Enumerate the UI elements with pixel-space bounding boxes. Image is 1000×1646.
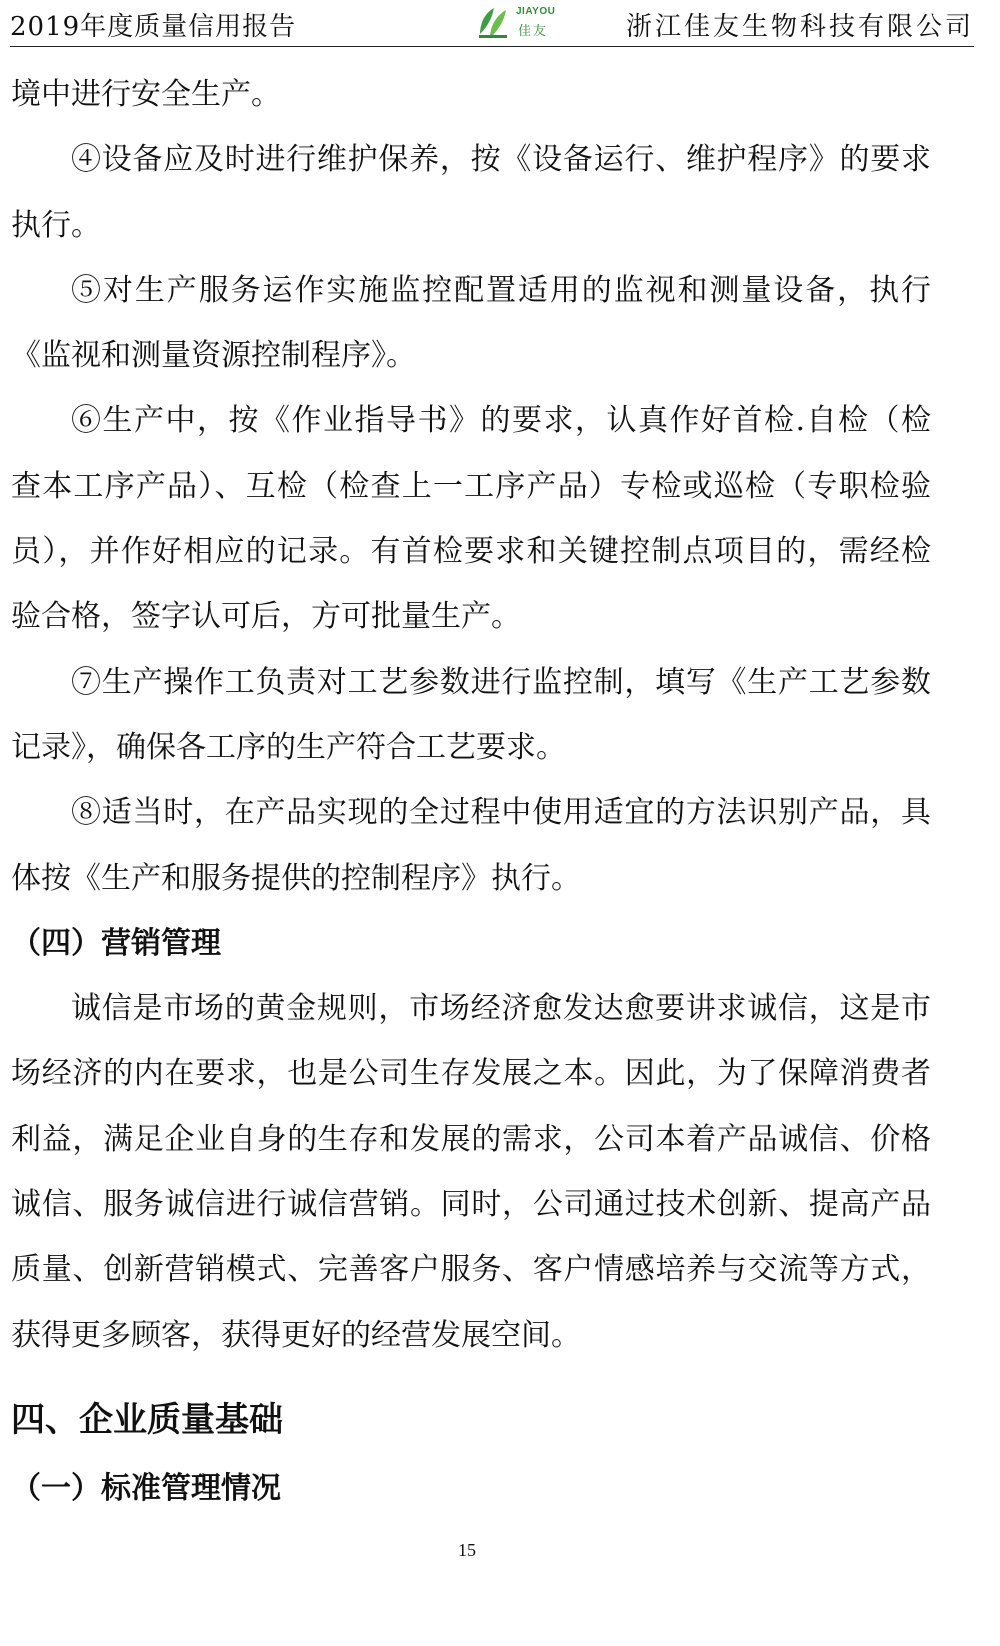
leaf-logo-icon <box>476 4 514 40</box>
paragraph-line: 《监视和测量资源控制程序》。 <box>11 338 416 374</box>
paragraph-line: 诚信、服务诚信进行诚信营销。同时，公司通过技术创新、提高产品 <box>11 1187 931 1223</box>
paragraph-line: 诚信是市场的黄金规则，市场经济愈发达愈要讲求诚信，这是市 <box>71 991 931 1027</box>
company-logo <box>476 4 566 40</box>
paragraph-line: 利益，满足企业自身的生存和发展的需求，公司本着产品诚信、价格 <box>11 1121 931 1157</box>
section-heading: 四、企业质量基础 <box>11 1399 283 1440</box>
paragraph-line: 执行。 <box>11 207 101 243</box>
subheading-marketing: （四）营销管理 <box>11 925 221 961</box>
page-header <box>10 0 974 47</box>
paragraph-line: ⑧适当时，在产品实现的全过程中使用适宜的方法识别产品，具 <box>71 795 931 831</box>
paragraph-line: 境中进行安全生产。 <box>11 77 281 112</box>
paragraph-line: 场经济的内在要求，也是公司生存发展之本。因此，为了保障消费者 <box>11 1056 931 1092</box>
report-title: 2019年度质量信用报告 <box>10 12 297 42</box>
page-number: 15 <box>458 1540 476 1560</box>
paragraph-line: ⑥生产中，按《作业指导书》的要求，认真作好首检.自检（检 <box>71 403 931 439</box>
paragraph-line: ④设备应及时进行维护保养，按《设备运行、维护程序》的要求 <box>71 142 931 178</box>
logo-text-en: JIAYOU <box>516 6 556 17</box>
paragraph-line: ⑦生产操作工负责对工艺参数进行监控制，填写《生产工艺参数 <box>71 664 931 700</box>
paragraph-line: 验合格，签字认可后，方可批量生产。 <box>11 599 521 635</box>
subheading-standards: （一）标准管理情况 <box>11 1470 281 1506</box>
paragraph-line: 体按《生产和服务提供的控制程序》执行。 <box>11 860 581 896</box>
logo-text-cn: 佳友 <box>518 24 549 39</box>
paragraph-line: ⑤对生产服务运作实施监控配置适用的监视和测量设备，执行 <box>71 272 931 308</box>
paragraph-line: 获得更多顾客，获得更好的经营发展空间。 <box>11 1317 581 1353</box>
paragraph-line: 员），并作好相应的记录。有首检要求和关键控制点项目的，需经检 <box>11 534 931 570</box>
company-name: 浙江佳友生物科技有限公司 <box>625 12 974 42</box>
paragraph-line: 查本工序产品）、互检（检查上一工序产品）专检或巡检（专职检验 <box>11 468 931 504</box>
document-body <box>11 62 931 1521</box>
paragraph-line: 记录》，确保各工序的生产符合工艺要求。 <box>11 729 566 765</box>
paragraph-line: 质量、创新营销模式、完善客户服务、客户情感培养与交流等方式， <box>11 1252 931 1288</box>
